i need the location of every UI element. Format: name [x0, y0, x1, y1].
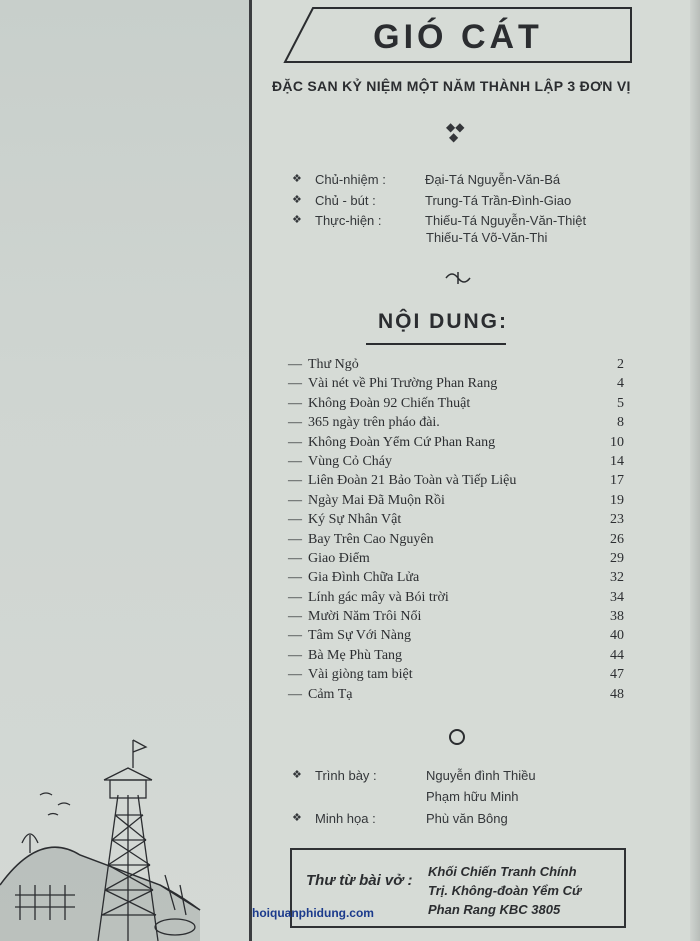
- toc-entry: [288, 667, 628, 686]
- heading-underline: [366, 343, 506, 345]
- toc-page-number: 26: [610, 531, 624, 547]
- toc-dash: —: [288, 395, 302, 411]
- diamond-icon: ❖: [292, 214, 302, 226]
- toc-entry: [288, 628, 628, 647]
- toc-entry: [288, 590, 628, 609]
- credit-label: Chủ - bút :: [315, 193, 376, 208]
- toc-entry: [288, 532, 628, 551]
- toc-page-number: 2: [617, 357, 624, 372]
- toc-entry: [288, 551, 628, 570]
- toc-title: Bay Trên Cao Nguyên: [308, 531, 434, 547]
- toc-title: Lính gác mây và Bói trời: [308, 589, 449, 605]
- magazine-title: GIÓ CÁT: [373, 18, 543, 56]
- toc-page-number: 48: [610, 686, 624, 702]
- toc-title: Bà Mẹ Phù Tang: [308, 647, 403, 663]
- toc-entry: [288, 454, 628, 473]
- credit-value: Phù văn Bông: [426, 811, 508, 826]
- credit-label: Chủ-nhiệm :: [315, 172, 386, 187]
- toc-dash: —: [288, 589, 302, 605]
- toc-page-number: 32: [610, 570, 624, 586]
- diamond-icon: ❖: [292, 173, 302, 185]
- credit-value: Phạm hữu Minh: [426, 789, 519, 804]
- toc-dash: —: [288, 550, 302, 566]
- credit-label: Thực-hiện :: [315, 213, 382, 228]
- credit-value: Nguyễn đình Thiều: [426, 768, 536, 783]
- toc-title: Giao Điểm: [308, 550, 370, 566]
- toc-title: Vùng Cỏ Cháy: [308, 453, 392, 469]
- table-of-contents: [288, 357, 628, 706]
- toc-entry: [288, 570, 628, 589]
- magazine-subtitle: ĐẶC SAN KỶ NIỆM MỘT NĂM THÀNH LẬP 3 ĐƠN VỊ: [272, 78, 631, 94]
- toc-dash: —: [288, 376, 302, 392]
- toc-entry: [288, 396, 628, 415]
- toc-dash: —: [288, 512, 302, 528]
- toc-entry: [288, 473, 628, 492]
- credit-label: Minh họa :: [315, 811, 376, 826]
- toc-page-number: 34: [610, 589, 624, 605]
- toc-title: Ngày Mai Đã Muộn Rồi: [308, 492, 445, 508]
- toc-title: 365 ngày trên pháo đài.: [308, 415, 440, 431]
- toc-entry: [288, 648, 628, 667]
- diamond-ornament-top: ◆◆ ◆: [446, 120, 465, 144]
- toc-dash: —: [288, 453, 302, 469]
- toc-dash: —: [288, 628, 302, 644]
- contents-heading: NỘI DUNG:: [378, 310, 508, 333]
- toc-title: Ký Sự Nhân Vật: [308, 512, 402, 528]
- toc-entry: [288, 376, 628, 395]
- toc-dash: —: [288, 434, 302, 450]
- toc-page-number: 23: [610, 512, 624, 528]
- toc-dash: —: [288, 686, 302, 702]
- toc-title: Mười Năm Trôi Nổi: [308, 609, 422, 625]
- mail-address-line: Trị. Không-đoàn Yểm Cứ: [428, 883, 582, 898]
- credit-label: Trình bày :: [315, 768, 377, 783]
- page-edge: [690, 0, 700, 941]
- toc-page-number: 40: [610, 628, 624, 644]
- flourish-ornament: [444, 270, 472, 286]
- watchtower-illustration: [0, 735, 250, 941]
- toc-dash: —: [288, 609, 302, 625]
- toc-page-number: 17: [610, 473, 624, 489]
- toc-page-number: 8: [617, 415, 624, 431]
- toc-title: Gia Đình Chữa Lửa: [308, 570, 420, 586]
- toc-page-number: 47: [610, 667, 624, 683]
- diamond-icon: ❖: [292, 769, 302, 781]
- toc-title: Thư Ngỏ: [308, 357, 359, 372]
- toc-entry: [288, 609, 628, 628]
- toc-dash: —: [288, 357, 302, 372]
- toc-dash: —: [288, 531, 302, 547]
- toc-title: Cảm Tạ: [308, 686, 353, 702]
- toc-title: Vài nét về Phi Trường Phan Rang: [308, 376, 498, 392]
- vertical-divider: [249, 0, 252, 941]
- mail-address-line: Khối Chiến Tranh Chính: [428, 864, 577, 879]
- circle-ornament: [449, 729, 465, 745]
- credit-value: Thiếu-Tá Võ-Văn-Thi: [426, 230, 548, 245]
- toc-dash: —: [288, 415, 302, 431]
- toc-entry: [288, 357, 628, 376]
- toc-dash: —: [288, 667, 302, 683]
- mail-address-line: Phan Rang KBC 3805: [428, 902, 561, 917]
- toc-page-number: 29: [610, 550, 624, 566]
- watermark-link[interactable]: hoiquanphidung.com: [252, 906, 374, 920]
- toc-dash: —: [288, 473, 302, 489]
- title-banner: [283, 6, 633, 64]
- toc-page-number: 5: [617, 395, 624, 411]
- toc-entry: [288, 415, 628, 434]
- mail-label: Thư từ bài vở :: [306, 872, 413, 889]
- toc-title: Vài giòng tam biệt: [308, 667, 413, 683]
- toc-title: Không Đoàn Yểm Cứ Phan Rang: [308, 434, 496, 450]
- toc-dash: —: [288, 492, 302, 508]
- toc-title: Tâm Sự Với Nàng: [308, 628, 412, 644]
- toc-dash: —: [288, 647, 302, 663]
- toc-entry: [288, 435, 628, 454]
- toc-page-number: 4: [617, 376, 624, 392]
- toc-dash: —: [288, 570, 302, 586]
- toc-entry: [288, 493, 628, 512]
- toc-title: Không Đoàn 92 Chiến Thuật: [308, 395, 471, 411]
- toc-page-number: 19: [610, 492, 624, 508]
- toc-page-number: 38: [610, 609, 624, 625]
- credit-value: Thiếu-Tá Nguyễn-Văn-Thiệt: [425, 213, 587, 228]
- toc-entry: [288, 687, 628, 706]
- toc-page-number: 44: [610, 647, 624, 663]
- credit-value: Đại-Tá Nguyễn-Văn-Bá: [425, 172, 561, 187]
- toc-page-number: 10: [610, 434, 624, 450]
- diamond-icon: ❖: [292, 812, 302, 824]
- toc-title: Liên Đoàn 21 Bảo Toàn và Tiếp Liệu: [308, 473, 517, 489]
- diamond-icon: ❖: [292, 194, 302, 206]
- toc-entry: [288, 512, 628, 531]
- credit-value: Trung-Tá Trần-Đình-Giao: [425, 193, 572, 208]
- toc-page-number: 14: [610, 453, 624, 469]
